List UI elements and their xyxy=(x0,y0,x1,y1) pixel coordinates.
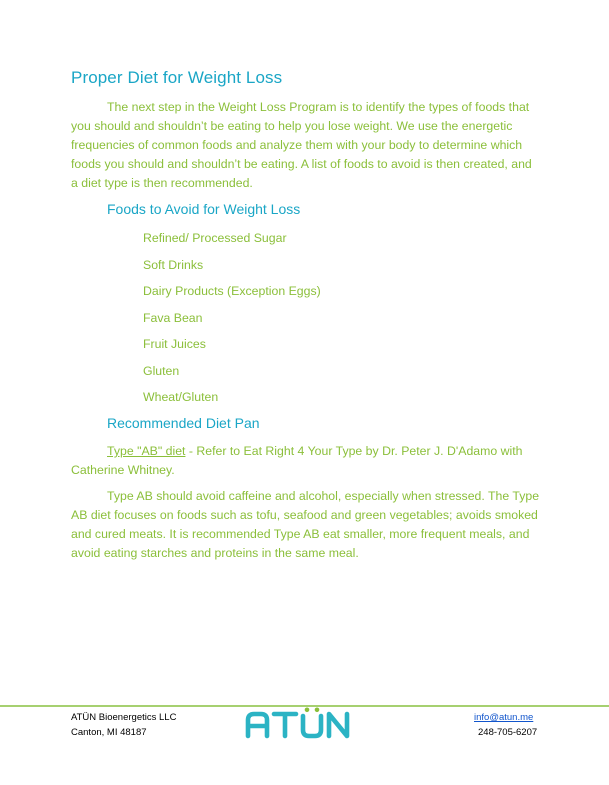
diet-reference-paragraph xyxy=(71,442,541,480)
list-item: Dairy Products (Exception Eggs) xyxy=(143,284,321,298)
page-title: Proper Diet for Weight Loss xyxy=(71,68,283,87)
list-item: Gluten xyxy=(143,363,180,378)
atun-logo-icon xyxy=(244,707,366,741)
list-item: Refined/ Processed Sugar xyxy=(143,231,287,245)
list-item: Fruit Juices xyxy=(143,337,206,351)
footer-company: ATÜN Bioenergetics LLC xyxy=(71,712,177,723)
footer-phone: 248-705-6207 xyxy=(478,727,538,738)
diet-reference-text: - Refer to Eat Right 4 Your Type by Dr. Peter J. D'Adamo with Catherine Whitney. xyxy=(71,444,523,477)
list-item: Soft Drinks xyxy=(143,257,204,272)
atun-logo xyxy=(244,707,366,746)
avoid-heading: Foods to Avoid for Weight Loss xyxy=(107,201,301,217)
list-item: Fava Bean xyxy=(143,310,203,325)
footer-address: Canton, MI 48187 xyxy=(71,727,147,738)
recommended-heading: Recommended Diet Pan xyxy=(107,415,260,431)
footer-email-link[interactable]: info@atun.me xyxy=(474,712,534,723)
diet-description-paragraph: Type AB should avoid caffeine and alcohol, especially when stressed. The Type AB diet focuses on foods such as tofu, seafood and green vegetables; avoids smoked and cured meats. It is recommended Type AB eat smaller, more frequent meals, and avoid eating starches and proteins in the same meal. xyxy=(71,489,540,560)
list-item: Wheat/Gluten xyxy=(143,390,219,404)
avoid-food-list xyxy=(143,229,321,415)
intro-paragraph: The next step in the Weight Loss Program is to identify the types of foods that you should and shouldn’t be eating to help you lose weight. We use the energetic frequencies of common foods and analyze them with your body to determine which foods you should and shouldn’t be eating. A list of foods to avoid is then created, and a diet type is then recommended. xyxy=(71,100,532,190)
diet-type-link[interactable]: Type "AB" diet xyxy=(107,444,186,458)
